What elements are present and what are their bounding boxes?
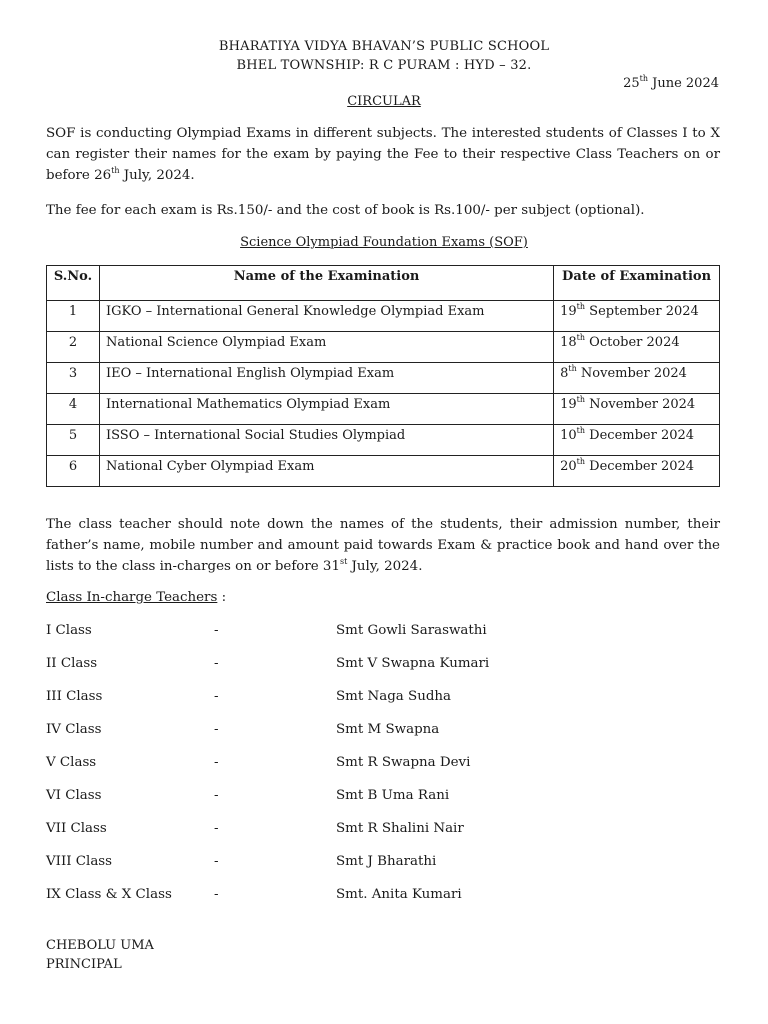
table-header-row bbox=[47, 266, 720, 301]
teacher-name: Smt Gowli Saraswathi bbox=[336, 623, 487, 638]
class-dash: - bbox=[214, 755, 219, 770]
row-exam-name: IGKO – International General Knowledge Olympiad Exam bbox=[99, 301, 553, 332]
row-exam-date bbox=[554, 394, 720, 425]
class-dash: - bbox=[214, 821, 219, 836]
row-date-rest: October 2024 bbox=[585, 335, 680, 350]
class-name: I Class bbox=[46, 623, 92, 638]
fee-paragraph: The fee for each exam is Rs.150/- and the cost of book is Rs.100/- per subject (optional). bbox=[46, 203, 645, 218]
table-row bbox=[47, 425, 720, 456]
incharge-row bbox=[46, 656, 720, 676]
header-exam-name: Name of the Examination bbox=[99, 266, 553, 301]
teacher-name: Smt M Swapna bbox=[336, 722, 440, 737]
class-dash: - bbox=[214, 656, 219, 671]
class-dash: - bbox=[214, 788, 219, 803]
instruction-text-end: July, 2024. bbox=[347, 559, 423, 574]
incharge-row bbox=[46, 854, 720, 874]
class-dash: - bbox=[214, 722, 219, 737]
class-dash: - bbox=[214, 623, 219, 638]
table-row bbox=[47, 301, 720, 332]
teacher-name: Smt R Swapna Devi bbox=[336, 755, 471, 770]
teacher-name: Smt. Anita Kumari bbox=[336, 887, 462, 902]
row-exam-name: National Science Olympiad Exam bbox=[99, 332, 553, 363]
class-dash: - bbox=[214, 689, 219, 704]
row-sno: 3 bbox=[47, 363, 100, 394]
row-exam-date bbox=[554, 301, 720, 332]
incharge-heading-text: Class In-charge Teachers bbox=[46, 590, 218, 605]
table-row bbox=[47, 332, 720, 363]
teacher-name: Smt Naga Sudha bbox=[336, 689, 451, 704]
incharge-heading bbox=[46, 590, 226, 605]
row-exam-date bbox=[554, 456, 720, 487]
intro-text: SOF is conducting Olympiad Exams in different subjects. The interested students of Classes I to X can register their names for the exam by paying the Fee to their respective Class Teachers on or before 26 bbox=[46, 126, 720, 183]
row-sno: 6 bbox=[47, 456, 100, 487]
row-exam-name: National Cyber Olympiad Exam bbox=[99, 456, 553, 487]
incharge-row bbox=[46, 887, 720, 907]
date-suffix: th bbox=[639, 73, 648, 83]
row-exam-name: IEO – International English Olympiad Exam bbox=[99, 363, 553, 394]
intro-text-end: July, 2024. bbox=[119, 168, 195, 183]
row-date-day: 19 bbox=[560, 304, 577, 319]
row-date-day: 18 bbox=[560, 335, 577, 350]
instruction-text: The class teacher should note down the names of the students, their admission number, their father’s name, mobile number and amount paid towards Exam & practice book and hand over the lists to the class in-charges on or before 31 bbox=[46, 517, 720, 574]
row-exam-name: ISSO – International Social Studies Olympiad bbox=[99, 425, 553, 456]
exam-table bbox=[46, 265, 720, 487]
principal-name: CHEBOLU UMA bbox=[46, 938, 154, 953]
row-date-suffix: th bbox=[576, 425, 586, 435]
table-row bbox=[47, 394, 720, 425]
date-month-year: June 2024 bbox=[648, 76, 719, 91]
teacher-name: Smt B Uma Rani bbox=[336, 788, 450, 803]
row-date-day: 19 bbox=[560, 397, 577, 412]
instruction-date-suffix: st bbox=[339, 556, 348, 566]
teacher-name: Smt J Bharathi bbox=[336, 854, 437, 869]
class-dash: - bbox=[214, 887, 219, 902]
row-date-day: 8 bbox=[560, 366, 569, 381]
row-date-day: 20 bbox=[560, 459, 577, 474]
row-date-rest: December 2024 bbox=[585, 459, 695, 474]
class-name: IX Class & X Class bbox=[46, 887, 172, 902]
row-exam-date bbox=[554, 425, 720, 456]
teacher-name: Smt V Swapna Kumari bbox=[336, 656, 490, 671]
table-row bbox=[47, 363, 720, 394]
incharge-row bbox=[46, 755, 720, 775]
circular-date bbox=[623, 73, 719, 91]
table-title: Science Olympiad Foundation Exams (SOF) bbox=[240, 235, 528, 250]
row-date-rest: November 2024 bbox=[576, 366, 687, 381]
class-name: VIII Class bbox=[46, 854, 113, 869]
class-name: IV Class bbox=[46, 722, 102, 737]
intro-paragraph bbox=[46, 123, 720, 186]
row-date-suffix: th bbox=[576, 394, 586, 404]
table-row bbox=[47, 456, 720, 487]
row-exam-date bbox=[554, 332, 720, 363]
row-date-suffix: th bbox=[568, 363, 577, 373]
school-name: BHARATIYA VIDYA BHAVAN’S PUBLIC SCHOOL bbox=[218, 39, 550, 54]
row-date-rest: December 2024 bbox=[585, 428, 695, 443]
row-exam-date bbox=[554, 363, 720, 394]
row-date-suffix: th bbox=[576, 332, 586, 342]
row-date-rest: November 2024 bbox=[585, 397, 696, 412]
row-sno: 1 bbox=[47, 301, 100, 332]
row-date-rest: September 2024 bbox=[585, 304, 699, 319]
header-exam-date: Date of Examination bbox=[554, 266, 720, 301]
school-address: BHEL TOWNSHIP: R C PURAM : HYD – 32. bbox=[236, 58, 532, 73]
row-sno: 2 bbox=[47, 332, 100, 363]
intro-date-suffix: th bbox=[111, 165, 120, 175]
teacher-name: Smt R Shalini Nair bbox=[336, 821, 464, 836]
row-exam-name: International Mathematics Olympiad Exam bbox=[99, 394, 553, 425]
class-dash: - bbox=[214, 854, 219, 869]
row-date-day: 10 bbox=[560, 428, 577, 443]
header-sno: S.No. bbox=[47, 266, 100, 301]
row-sno: 5 bbox=[47, 425, 100, 456]
class-name: III Class bbox=[46, 689, 103, 704]
row-sno: 4 bbox=[47, 394, 100, 425]
incharge-row bbox=[46, 689, 720, 709]
incharge-row bbox=[46, 821, 720, 841]
incharge-heading-colon: : bbox=[217, 590, 227, 605]
class-name: II Class bbox=[46, 656, 98, 671]
circular-title: CIRCULAR bbox=[347, 94, 421, 109]
class-name: VII Class bbox=[46, 821, 107, 836]
date-day: 25 bbox=[623, 76, 640, 91]
principal-designation: PRINCIPAL bbox=[46, 957, 122, 972]
class-name: VI Class bbox=[46, 788, 102, 803]
class-name: V Class bbox=[46, 755, 97, 770]
row-date-suffix: th bbox=[576, 301, 586, 311]
row-date-suffix: th bbox=[576, 456, 586, 466]
incharge-row bbox=[46, 623, 720, 643]
instruction-paragraph bbox=[46, 514, 720, 577]
incharge-row bbox=[46, 788, 720, 808]
incharge-row bbox=[46, 722, 720, 742]
